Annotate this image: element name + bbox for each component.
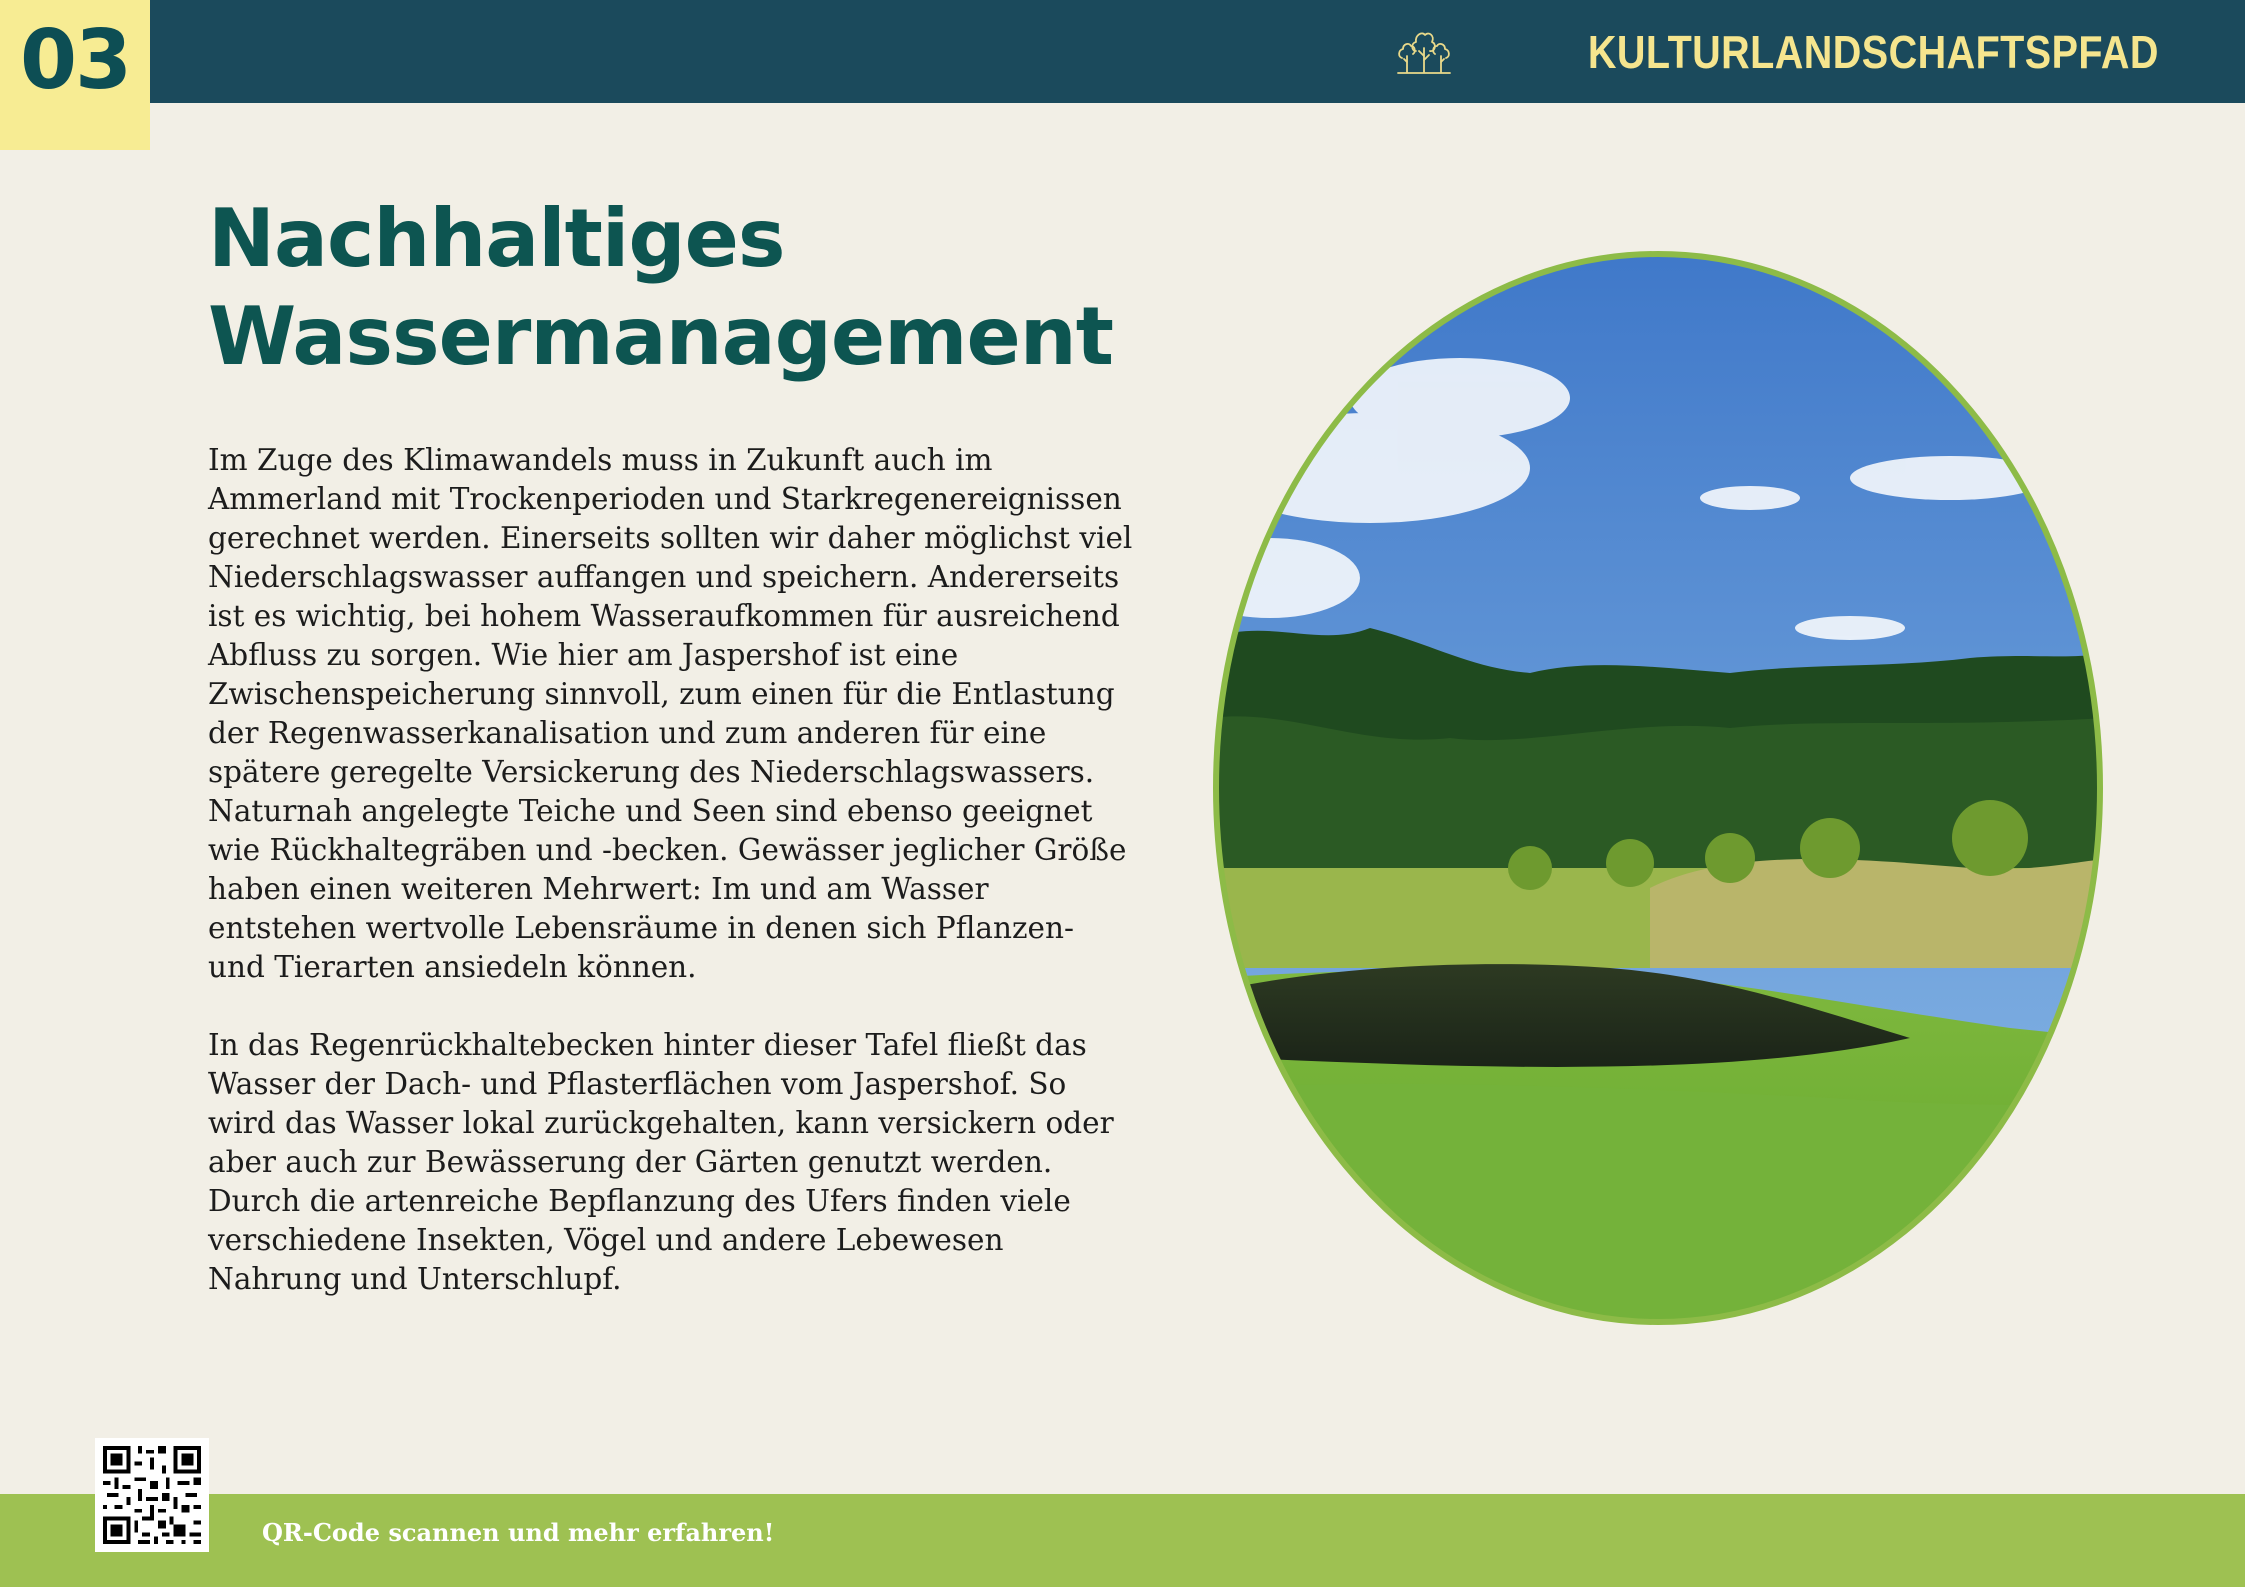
brand-title: KULTURLANDSCHAFTSPFAD [1588,25,2159,78]
station-number: 03 [19,12,131,108]
paragraph-2: In das Regenrückhaltebecken hinter dieser Tafel fließt das Wasser der Dach- und Pflasterflächen vom Jaspershof. So wird das Wasser lokal zurückgehalten, kann versickern oder aber auch zur Bewässerung der Gärten genutzt werden. Durch die artenreiche Bepflanzung des Ufers finden viele verschiedene Insekten, Vögel und andere Lebewesen Nahrung und Unterschlupf. [208,1028,1114,1296]
paragraph-1: Im Zuge des Klimawandels muss in Zukunft auch im Ammerland mit Trockenperioden und Starkregenereignissen gerechnet werden. Einerseits sollten wir daher möglichst viel Niederschlagswasser auffangen und speichern. Andererseits ist es wichtig, bei hohem Wasseraufkommen für ausreichend Abfluss zu sorgen. Wie hier am Jaspershof ist eine Zwischenspeicherung sinnvoll, zum einen für die Entlastung der Regenwasserkanalisation und zum anderen für eine spätere geregelte Versickerung des Niederschlagswassers. Naturnah angelegte Teiche und Seen sind ebenso geeignet wie Rückhaltegräben und -becken. Gewässer jeglicher Größe haben einen weiteren Mehrwert: Im und am Wasser entstehen wertvolle Lebensräume in denen sich Pflanzen- und Tierarten ansiedeln können. [208,443,1133,984]
title-line-2: Wassermanagement [208,290,1113,383]
title-line-1: Nachhaltiges [208,192,785,285]
page-title [208,190,1113,386]
body-text [208,441,1138,1338]
brand [1395,0,2159,103]
station-number-box [0,0,150,150]
qr-call-to-action: QR-Code scannen und mehr erfahren! [262,1518,775,1547]
three-trees-icon [1395,26,1453,78]
qr-code-icon[interactable] [95,1438,209,1552]
pond-landscape-photo [1210,248,2106,1328]
